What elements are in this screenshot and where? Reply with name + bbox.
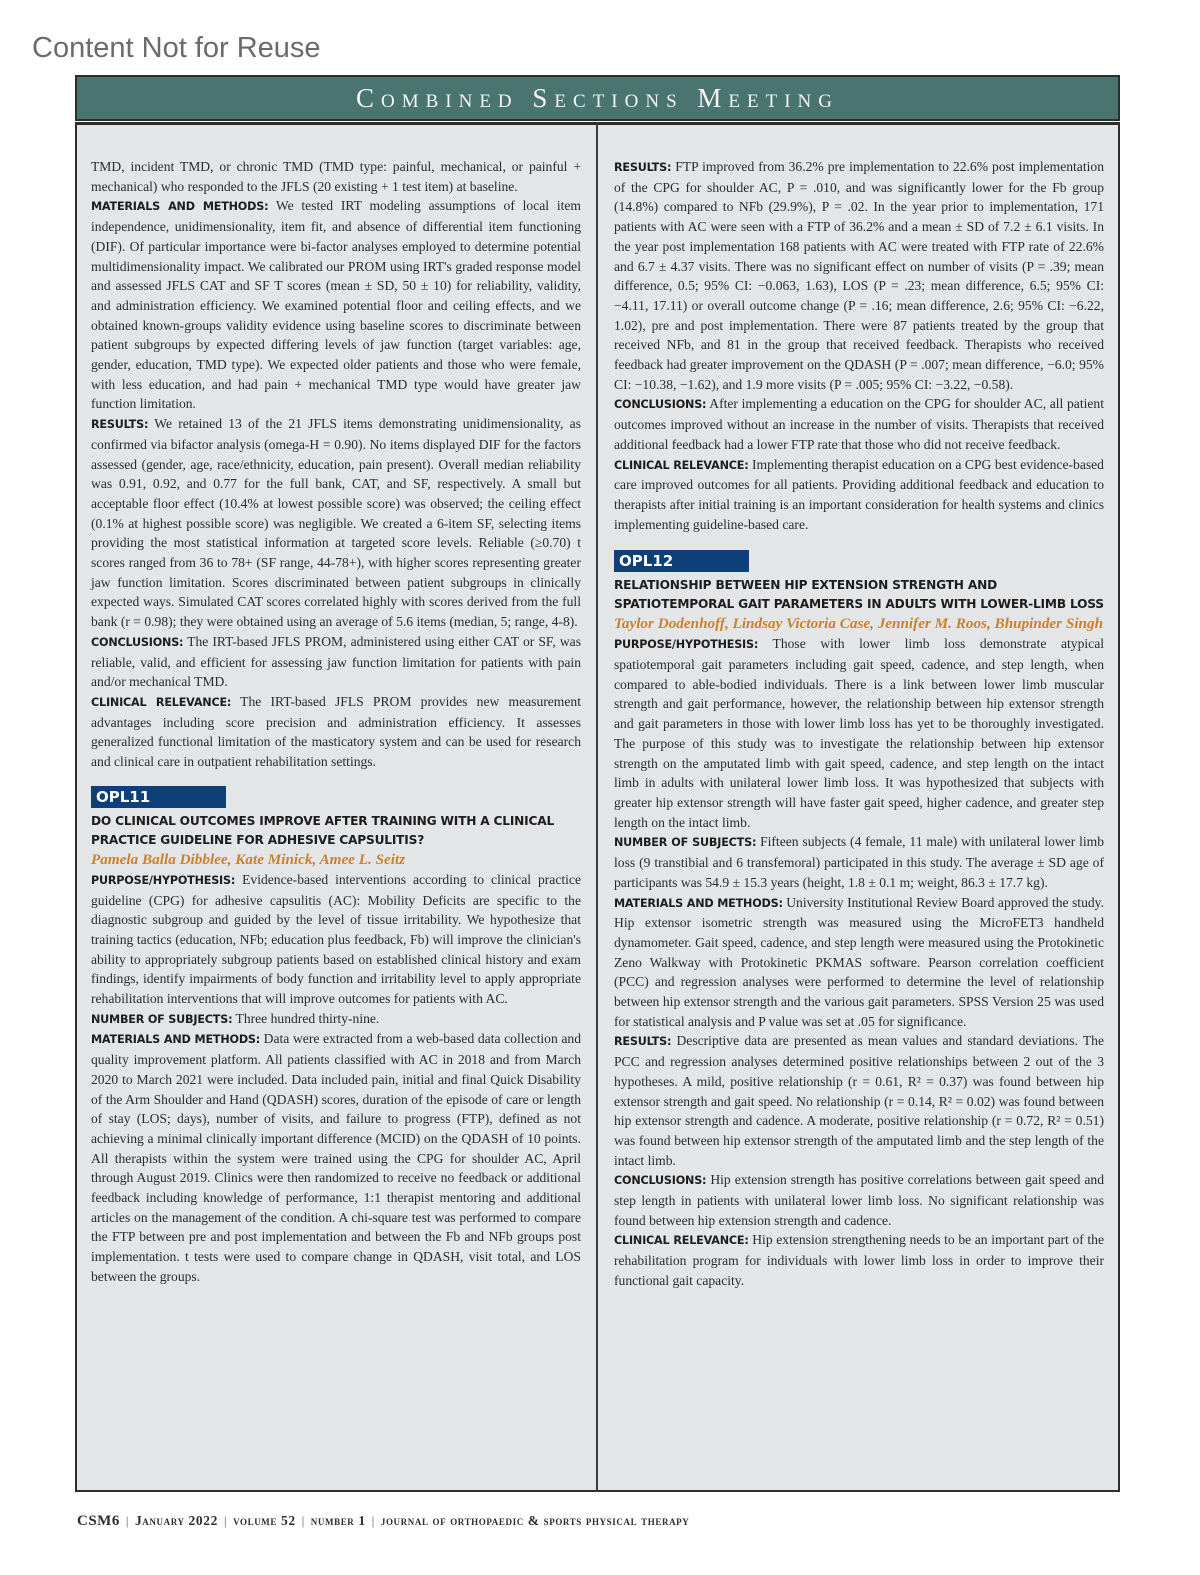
relevance-label: CLINICAL RELEVANCE: [91,695,232,709]
opl11-subjects-text: Three hundred thirty-nine. [232,1010,380,1026]
opl12-subjects-label: NUMBER OF SUBJECTS: [614,836,757,850]
opl11-relevance-label: CLINICAL RELEVANCE: [614,458,749,472]
opl11-title: DO CLINICAL OUTCOMES IMPROVE AFTER TRAINING WITH A CLINICAL PRACTICE GUIDELINE FOR ADHESIVE CAPSULITIS? [91,813,555,847]
opl11-conclusions-text: After implementing a education on the CPG for shoulder AC, all patient outcomes improved without an increase in the number of visits. Therapists that received additional feedback had a lower FTP rate that those who did not receive feedback. [614,396,1104,452]
opl11-purpose-text: Evidence-based interventions according to clinical practice guideline (CPG) for adhesive capsulitis (AC): Mobility Deficits are specific to the diagnostic subgroup and guided by the level of tissue irritability. We hypothesize that training tactics (education, NFb; education plus feedback, Fb) will improve the clinician's ability to appropriately subgroup patients based on established clinical history and exam findings, identify impairments of body function and irritability level to apply appropriate rehabilitation interventions that will improve outcomes for patients with AC. [91,871,581,1007]
results-paragraph [91,414,581,632]
watermark: Content Not for Reuse [32,32,321,64]
left-column [91,157,581,1287]
opl12-subjects-text: Fifteen subjects (4 female, 11 male) with unilateral lower limb loss (9 transtibial and 6 transfemoral) participated in this study. The average ± SD age of participants was 54.9 ± 15.3 years (height, 1.8 ± 0.1 m; weight, 86.3 ± 17.7 kg). [614,834,1104,890]
opl12-relevance-label: CLINICAL RELEVANCE: [614,1234,749,1248]
opl11-conclusions-paragraph [614,394,1104,454]
opl11-relevance-paragraph [614,455,1104,535]
opl11-results-label: RESULTS: [614,161,672,174]
footer-date: January 2022 [134,1513,218,1528]
opl11-badge: OPL11 [91,786,226,808]
results-label: RESULTS: [91,418,149,432]
column-divider [596,122,598,1492]
opl11-methods-label: MATERIALS AND METHODS: [91,1033,261,1047]
relevance-text: The IRT-based JFLS PROM provides new measurement advantages including score precision and administration efficiency. It assesses generalized functional limitation of the masticatory system and can be used for research and clinical care in outpatient rehabilitation settings. [91,693,581,770]
opl12-results-paragraph [614,1031,1104,1170]
opl12-badge: OPL12 [614,550,749,572]
methods-label: MATERIALS AND METHODS: [91,200,269,214]
opl12-purpose-paragraph [614,634,1104,832]
opl11-results-text: FTP improved from 36.2% pre implementation to 22.6% post implementation of the CPG for shoulder AC, P = .010, and was significantly lower for the Fb group (14.8%) compared to NFb (29.9%), P = .02. In the year prior to implementation, 171 patients with AC were seen with a FTP of 36.2% and a mean ± SD of 7.2 ± 6.1 visits. In the year post implementation 168 patients with AC were treated with FTP rate of 22.6% and 6.7 ± 4.37 visits. There was no significant effect on number of visits (P = .39; mean difference, 0.5; 95% CI: −0.063, 1.63), LOS (P = .23; mean difference, 6.5; 95% CI: −4.11, 17.11) or overall outcome change (P = .16; mean difference, 2.6; 95% CI: −6.22, 1.02), pre and post implementation. There were 87 patients treated by the group that received NFb, and 81 in the group that received feedback. Therapists who received feedback had greater improvement on the QDASH (P = .007; mean difference, −6.0; 95% CI: −10.38, −1.62), and 1.9 more visits (P = .005; 95% CI: −3.22, −0.58). [614,159,1104,392]
opl11-authors: Pamela Balla Dibblee, Kate Minick, Amee L. Seitz [91,850,406,868]
opl12-methods-text: University Institutional Review Board approved the study. Hip extensor isometric strength was measured using the MicroFET3 handheld dynamometer. Gait speed, cadence, and step length were measured using the Protokinetic Zeno Walkway with Protokinetic PKMAS software. Pearson correlation coefficient (PCC) and regression analyses were performed to determine the level of relationship between hip extensor strength and the various gait parameters. SPSS Version 25 was used for statistical analysis and P value was set at .05 for significance. [614,894,1104,1029]
right-column [614,157,1104,1291]
intro-paragraph: TMD, incident TMD, or chronic TMD (TMD type: painful, mechanical, or painful + mechanical) who responded to the JFLS (20 existing + 1 test item) at baseline. [91,159,581,194]
results-text: We retained 13 of the 21 JFLS items demonstrating unidimensionality, as confirmed via bifactor analysis (omega-H = 0.90). No items displayed DIF for the factors assessed (gender, age, race/ethnicity, education, pain present). Overall median reliability was 0.91, 0.92, and 0.77 for the full bank, CAT, and SF, respectively. A small but acceptable floor effect (10.4% at lowest possible score) was observed; the ceiling effect (0.1% at highest possible score) was negligible. We created a 6-item SF, selecting items providing the most statistical information at targeted score levels. Reliable (≥0.70) t scores ranged from 36 to 78+ (SF range, 44-78+), with higher scores representing greater jaw function limitation. Scores discriminated between patient subgroups in clinically expected ways. Simulated CAT scores correlated highly with scores derived from the full bank (r = 0.98); they were obtained using an average of 5.6 items (median, 5; range, 4-8). [91,416,581,630]
opl11-results-paragraph [614,157,1104,394]
opl12-conclusions-text: Hip extension strength has positive correlations between gait speed and step length in patients with unilateral lower limb loss. No significant relationship was found between hip extension strength and cadence. [614,1172,1104,1228]
opl12-conclusions-label: CONCLUSIONS: [614,1174,707,1188]
relevance-paragraph [91,692,581,772]
conclusions-label: CONCLUSIONS: [91,635,184,649]
footer-number: number 1 [310,1513,366,1528]
opl11-subjects-paragraph [91,1009,581,1030]
methods-paragraph [91,196,581,414]
opl12-title: RELATIONSHIP BETWEEN HIP EXTENSION STRENGTH AND SPATIOTEMPORAL GAIT PARAMETERS IN ADULTS WITH LOWER-LIMB LOSS [614,578,1104,612]
banner-title: Combined Sections Meeting [355,82,839,113]
opl12-authors: Taylor Dodenhoff, Lindsay Victoria Case, Jennifer M. Roos, Bhupinder Singh [614,615,1104,633]
footer-volume: volume 52 [233,1513,296,1528]
page-footer: CSM6 | January 2022 | volume 52 | number 1 | journal of orthopaedic & sports physical therapy [77,1513,690,1529]
opl12-relevance-paragraph [614,1230,1104,1290]
opl12-results-text: Descriptive data are presented as mean values and standard deviations. The PCC and regression analyses determined positive relationships between 2 out of the 3 hypotheses. A mild, positive relationship (r = 0.61, R² = 0.37) was found between hip extensor strength and gait speed. No relationship (r = 0.14, R² = 0.02) was found between hip extensor strength and cadence. A moderate, positive relationship (r = 0.72, R² = 0.51) was found between hip extensor strength of the amputated limb and the step length of the intact limb. [614,1033,1104,1168]
page-number: CSM6 [77,1513,120,1529]
opl11-conclusions-label: CONCLUSIONS: [614,398,707,412]
opl12-conclusions-paragraph [614,1170,1104,1230]
footer-journal: journal of orthopaedic & sports physical therapy [380,1513,690,1528]
opl12-subjects-paragraph [614,832,1104,892]
opl12-purpose-label: PURPOSE/HYPOTHESIS: [614,638,759,652]
methods-text: We tested IRT modeling assumptions of local item independence, unidimensionality, item fit, and absence of differential item functioning (DIF). Of particular importance were bi-factor analyses employed to determine potential multidimensionality impact. We calibrated our PROM using IRT's graded response model and assessed JFLS CAT and SF T scores (mean ± SD, 50 ± 10) for reliability, validity, and administration efficiency. We examined potential floor and ceiling effects, and we obtained known-groups validity evidence using baseline scores to discriminate between patient subgroups by expected differing levels of jaw function (target variables: age, gender, education, TMD type). We expected older patients and those who were female, with less education, and had pain + mechanical TMD type would have greater jaw function limitation. [91,198,581,412]
opl12-results-label: RESULTS: [614,1035,672,1049]
opl11-subjects-label: NUMBER OF SUBJECTS: [91,1012,233,1026]
opl11-methods-text: Data were extracted from a web-based data collection and quality improvement platform. All patients classified with AC in 2018 and from March 2020 to March 2021 were included. Data included pain, initial and final Quick Disability of the Arm Shoulder and Hand (QDASH) scores, duration of the episode of care or length of stay (LOS; days), number of visits, and failure to progress (FTP), defined as not achieving a minimal clinically important difference (MCID) on the QDASH of 10 points. All therapists within the system were trained using the CPG for shoulder AC, April through August 2019. Clinics were then randomized to receive no feedback or additional feedback including knowledge of performance, 1:1 therapist mentoring and additional articles on the management of the condition. A chi-square test was performed to compare the FTP between pre and post implementation and between the Fb and NFb groups post implementation. t tests were used to compare change in QDASH, visit total, and LOS between the groups. [91,1031,581,1284]
opl12-purpose-text: Those with lower limb loss demonstrate atypical spatiotemporal gait parameters including gait speed, cadence, and step length, when compared to able-bodied individuals. There is a link between lower limb muscular strength and gait performance, however, the relationship between hip extensor strength and gait parameters in those with lower limb loss has yet to be thoroughly investigated. The purpose of this study was to investigate the relationship between hip extensor strength on the amputated limb with gait speed, cadence, and step length on the intact limb in adults with unilateral lower limb loss. It was hypothesized that subjects with greater hip extensor strength will have faster gait speed, higher cadence, and greater step length on the intact limb. [614,636,1104,830]
conclusions-paragraph [91,632,581,692]
opl11-relevance-text: Implementing therapist education on a CPG best evidence-based care improved outcomes for all patients. Providing additional feedback and education to therapists after initial training is an important consideration for health systems and clinics implementing guideline-based care. [614,456,1104,532]
opl11-methods-paragraph [91,1029,581,1286]
opl12-relevance-text: Hip extension strengthening needs to be an important part of the rehabilitation program for individuals with lower limb loss in order to improve their functional gait capacity. [614,1232,1104,1288]
opl11-purpose-paragraph [91,870,581,1009]
conclusions-text: The IRT-based JFLS PROM, administered using either CAT or SF, was reliable, valid, and efficient for assessing jaw function limitation for patients with pain and/or mechanical TMD. [91,633,581,690]
section-banner [75,75,1120,121]
opl11-purpose-label: PURPOSE/HYPOTHESIS: [91,873,236,887]
opl12-methods-paragraph [614,893,1104,1032]
opl12-methods-label: MATERIALS AND METHODS: [614,896,783,910]
